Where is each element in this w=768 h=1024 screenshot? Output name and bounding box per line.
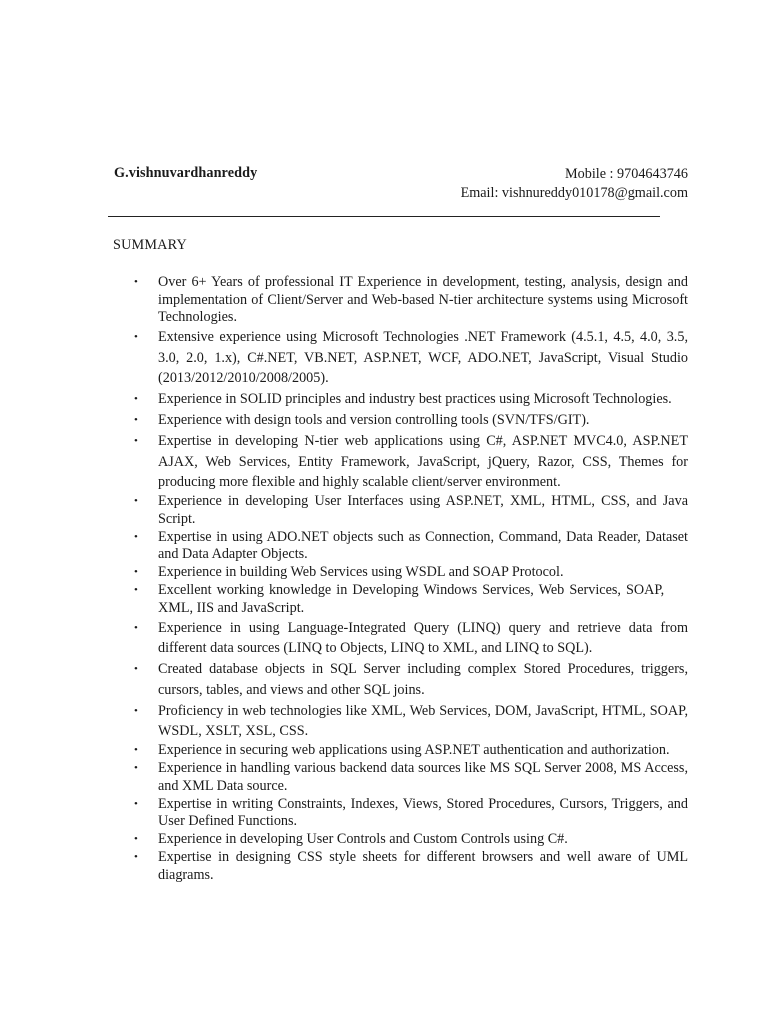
summary-item xyxy=(134,410,688,431)
bullet-icon: • xyxy=(134,566,138,578)
summary-item-text: Expertise in using ADO.NET objects such as Connection, Command, Data Reader, Dataset and Data Adapter Objects. xyxy=(158,528,688,562)
summary-item-text: Experience in developing User Interfaces using ASP.NET, XML, HTML, CSS, and Java Script. xyxy=(158,493,688,527)
bullet-icon: • xyxy=(134,414,138,426)
bullet-icon: • xyxy=(134,495,138,507)
bullet-icon: • xyxy=(134,276,138,288)
summary-item xyxy=(134,618,688,659)
summary-item-text: Experience in building Web Services using WSDL and SOAP Protocol. xyxy=(158,564,564,580)
summary-item-text: Expertise in writing Constraints, Indexes, Views, Stored Procedures, Cursors, Triggers, and User Defined Functions. xyxy=(158,795,688,829)
summary-item xyxy=(134,659,688,700)
summary-item xyxy=(134,742,688,760)
summary-item xyxy=(134,701,688,742)
summary-item-text: Experience in securing web applications using ASP.NET authentication and authorization. xyxy=(158,742,670,758)
summary-item-text: Experience in developing User Controls and Custom Controls using C#. xyxy=(158,831,568,847)
contact-block xyxy=(461,165,688,203)
bullet-icon: • xyxy=(134,851,138,863)
summary-item-text: Created database objects in SQL Server including complex Stored Procedures, triggers, cursors, tables, and views and other SQL joins. xyxy=(158,661,688,698)
summary-item-text: Expertise in developing N-tier web applications using C#, ASP.NET MVC4.0, ASP.NET AJAX, Web Services, Entity Framework, JavaScript, jQuery, Razor, CSS, Themes for producing more flexible and highly scalable client/server environment. xyxy=(158,433,688,490)
summary-item xyxy=(134,849,688,884)
bullet-icon: • xyxy=(134,435,138,447)
bullet-icon: • xyxy=(134,663,138,675)
bullet-icon: • xyxy=(134,584,138,596)
summary-item xyxy=(134,564,688,582)
summary-heading: SUMMARY xyxy=(113,237,187,253)
bullet-icon: • xyxy=(134,331,138,343)
summary-item xyxy=(134,493,688,528)
bullet-icon: • xyxy=(134,762,138,774)
bullet-icon: • xyxy=(134,704,138,717)
summary-item-text: Expertise in designing CSS style sheets for different browsers and well aware of UML diagrams. xyxy=(158,849,688,883)
summary-item xyxy=(134,795,688,831)
bullet-icon: • xyxy=(134,530,138,543)
bullet-icon: • xyxy=(134,833,138,845)
summary-list xyxy=(134,274,688,885)
summary-item xyxy=(134,274,688,327)
summary-item xyxy=(134,831,688,849)
bullet-icon: • xyxy=(134,621,138,634)
summary-item-text: Experience in SOLID principles and industry best practices using Microsoft Technologies. xyxy=(158,391,672,407)
summary-item-text: Experience with design tools and version controlling tools (SVN/TFS/GIT). xyxy=(158,412,590,428)
summary-item-text: Proficiency in web technologies like XML, Web Services, DOM, JavaScript, HTML, SOAP, WSDL, XSLT, XSL, CSS. xyxy=(158,702,688,739)
summary-item-text: Over 6+ Years of professional IT Experience in development, testing, analysis, design and implementation of Client/Server and Web-based N-tier architecture systems using Microsoft Technologies. xyxy=(158,274,688,325)
candidate-name: G.vishnuvardhanreddy xyxy=(114,165,258,181)
summary-item xyxy=(134,431,688,493)
summary-item xyxy=(134,582,688,617)
bullet-icon: • xyxy=(134,744,138,756)
summary-item-text: Excellent working knowledge in Developing Windows Services, Web Services, SOAP, XML, IIS and JavaScript. xyxy=(158,582,688,616)
summary-item xyxy=(134,327,688,389)
bullet-icon: • xyxy=(134,393,138,405)
summary-item-text: Extensive experience using Microsoft Technologies .NET Framework (4.5.1, 4.5, 4.0, 3.5, 3.0, 2.0, 1.x), C#.NET, VB.NET, ASP.NET, WCF, ADO.NET, JavaScript, Visual Studio (2013/2012/2010/2008/2005). xyxy=(158,329,688,386)
email-address: Email: vishnureddy010178@gmail.com xyxy=(460,185,688,201)
summary-item xyxy=(134,528,688,564)
summary-item xyxy=(134,760,688,795)
header-divider xyxy=(108,216,660,217)
mobile-number: Mobile : 9704643746 xyxy=(565,166,688,182)
summary-item xyxy=(134,389,688,410)
summary-item-text: Experience in using Language-Integrated Query (LINQ) query and retrieve data from different data sources (LINQ to Objects, LINQ to XML, and LINQ to SQL). xyxy=(158,619,688,656)
bullet-icon: • xyxy=(134,797,138,810)
summary-item-text: Experience in handling various backend data sources like MS SQL Server 2008, MS Access, and XML Data source. xyxy=(158,760,688,794)
